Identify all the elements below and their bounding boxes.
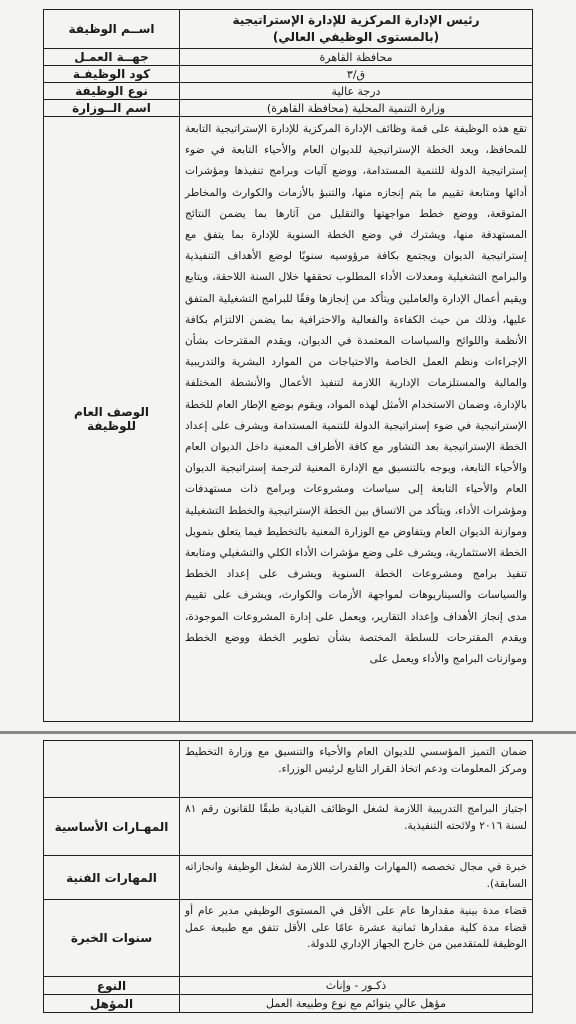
qualification-value: مؤهل عالي يتوائم مع نوع وطبيعة العمل <box>180 995 533 1013</box>
technical-skills-label: المهارات الفنية <box>44 856 180 900</box>
basic-skills-label: المهـارات الأساسية <box>44 798 180 856</box>
job-code-label: كود الوظيفـة <box>44 66 180 83</box>
job-type-value: درجة عالية <box>180 83 533 100</box>
job-description-continuation: ضمان التميز المؤسسي للديوان العام والأحياء والتنسيق مع وزارة التخطيط ومركز المعلومات ودعم اتخاذ القرار التابع لرئيس الوزراء. <box>180 741 533 798</box>
gender-value: ذكـور - وإناث <box>180 977 533 995</box>
job-type-label: نوع الوظيفة <box>44 83 180 100</box>
qualification-label: المؤهل <box>44 995 180 1013</box>
job-title-label: اســم الوظيفة <box>44 10 180 49</box>
experience-years-value: قضاء مدة بينية مقدارها عام على الأقل في المستوى الوظيفي مدير عام أو قضاء مدة كلية مقدارها ثمانية عشرة عامًا على الأقل تتفق مع طبيعة عمل الوظيفة للمتقدمين من خارج الجهاز الإداري للدولة. <box>180 900 533 977</box>
ministry-label: اسم الــوزارة <box>44 100 180 117</box>
gender-label: النوع <box>44 977 180 995</box>
job-info-table-page2 <box>43 740 533 1013</box>
job-description-text: تقع هذه الوظيفة على قمة وظائف الإدارة المركزية للإدارة الإستراتيجية التابعة للمحافظ، ويعد الخطة الإستراتيجية للديوان العام والأحياء التابعة في ضوء إستراتيجية الدولة للتنمية المستدامة، ووضع آليات وبرامج تنفيذها ومؤشرات أدائها ومتابعة تقييم ما يتم إنجازه منها، والتنبؤ بالأزمات والكوارث والمخاطر المتوقعة، ووضع خطط مواجهتها والتقليل من آثارها بما يضمن النتائج المستهدفة منها، ويشترك في وضع الخطة السنوية للإدارة بما يتفق مع إستراتيجية الديوان ويجتمع بكافة مرؤوسيه سنويًا لوضع الأهداف التنفيذية والبرامج التشغيلية ومعدلات الأداء المطلوب تحققها خلال السنة اللاحقة، ويتابع ويقيم أعمال الإدارة والعاملين ويتأكد من إنجازها وفقًا للبرامج التشغيلية المتفق عليها، وذلك من حيث الكفاءة والفعالية والاحترافية بما يضمن الالتزام بكافة الأنظمة واللوائح والسياسات المعتمدة في الديوان، ويقدم المقترحات بشأن الإجراءات ونظم العمل الخاصة والاحتياجات من الموارد البشرية والتدريبية والمالية والمستلزمات الإدارية اللازمة لتنفيذ الأعمال والأنشطة المختلفة بالإدارة، وضمان الاستخدام الأمثل لهذه المواد، ويقوم بوضع الإطار العام للخطة الإستراتيجية في ضوء إستراتيجية الدولة للتنمية المستدامة ويشرف على إعداد الخطة الإستراتيجية بعد التشاور مع كافة الأطراف المعنية داخل الديوان العام والأحياء التابعة، ويوجه بالتنسيق مع الإدارة المعنية لترجمة إستراتيجية الديوان العام والأحياء التابعة إلى سياسات ومشروعات وبرامج ذات مستهدفات ومؤشرات الأداء، ويتأكد من الاتساق بين الخطة الإستراتيجية والخطط التشغيلية وموازنة الديوان العام ويتفاوض مع الوزارة المعنية بالتخطيط فيما يتعلق بتمويل الخطة الاستثمارية، ويشرف على وضع مؤشرات الأداء الكلي والتشغيلي ومتابعة تنفيذ برامج ومشروعات الخطة السنوية ويشرف على إعداد الخطط والسياسات والسيناريوهات لمواجهة الأزمات والكوارث، ويشرف على تقييم مدى إنجاز الأهداف وإعداد التقارير، ويعمل على إدارة المشروعات الموجودة، ويقدم المقترحات للسلطة المختصة بشأن تطوير الخطة ووضع الخطط وموازنات البرامج والأداء ويعمل على <box>180 117 533 722</box>
ministry-value: وزارة التنمية المحلية (محافظة القاهرة) <box>180 100 533 117</box>
job-title-value <box>180 10 533 49</box>
page-separator <box>0 731 576 734</box>
employer-label: جهــة العمـل <box>44 49 180 66</box>
technical-skills-value: خبرة في مجال تخصصه (المهارات والقدرات اللازمة لشغل الوظيفة وانجازاته السابقة). <box>180 856 533 900</box>
job-title-line-1: رئيس الإدارة المركزية للإدارة الإستراتيجية <box>232 13 480 27</box>
job-info-table-page1 <box>43 9 533 722</box>
job-description-label: الوصف العام للوظيفة <box>44 117 180 722</box>
job-title-line-2: (بالمستوى الوظيفي العالي) <box>272 30 440 44</box>
basic-skills-value: اجتياز البرامج التدريبية اللازمة لشغل الوظائف القيادية طبقًا للقانون رقم ٨١ لسنة ٢٠١٦ ولائحته التنفيذية. <box>180 798 533 856</box>
job-code-value: ق/٣ <box>180 66 533 83</box>
employer-value: محافظة القاهرة <box>180 49 533 66</box>
experience-years-label: سنوات الخبرة <box>44 900 180 977</box>
continuation-label-cell <box>44 741 180 798</box>
